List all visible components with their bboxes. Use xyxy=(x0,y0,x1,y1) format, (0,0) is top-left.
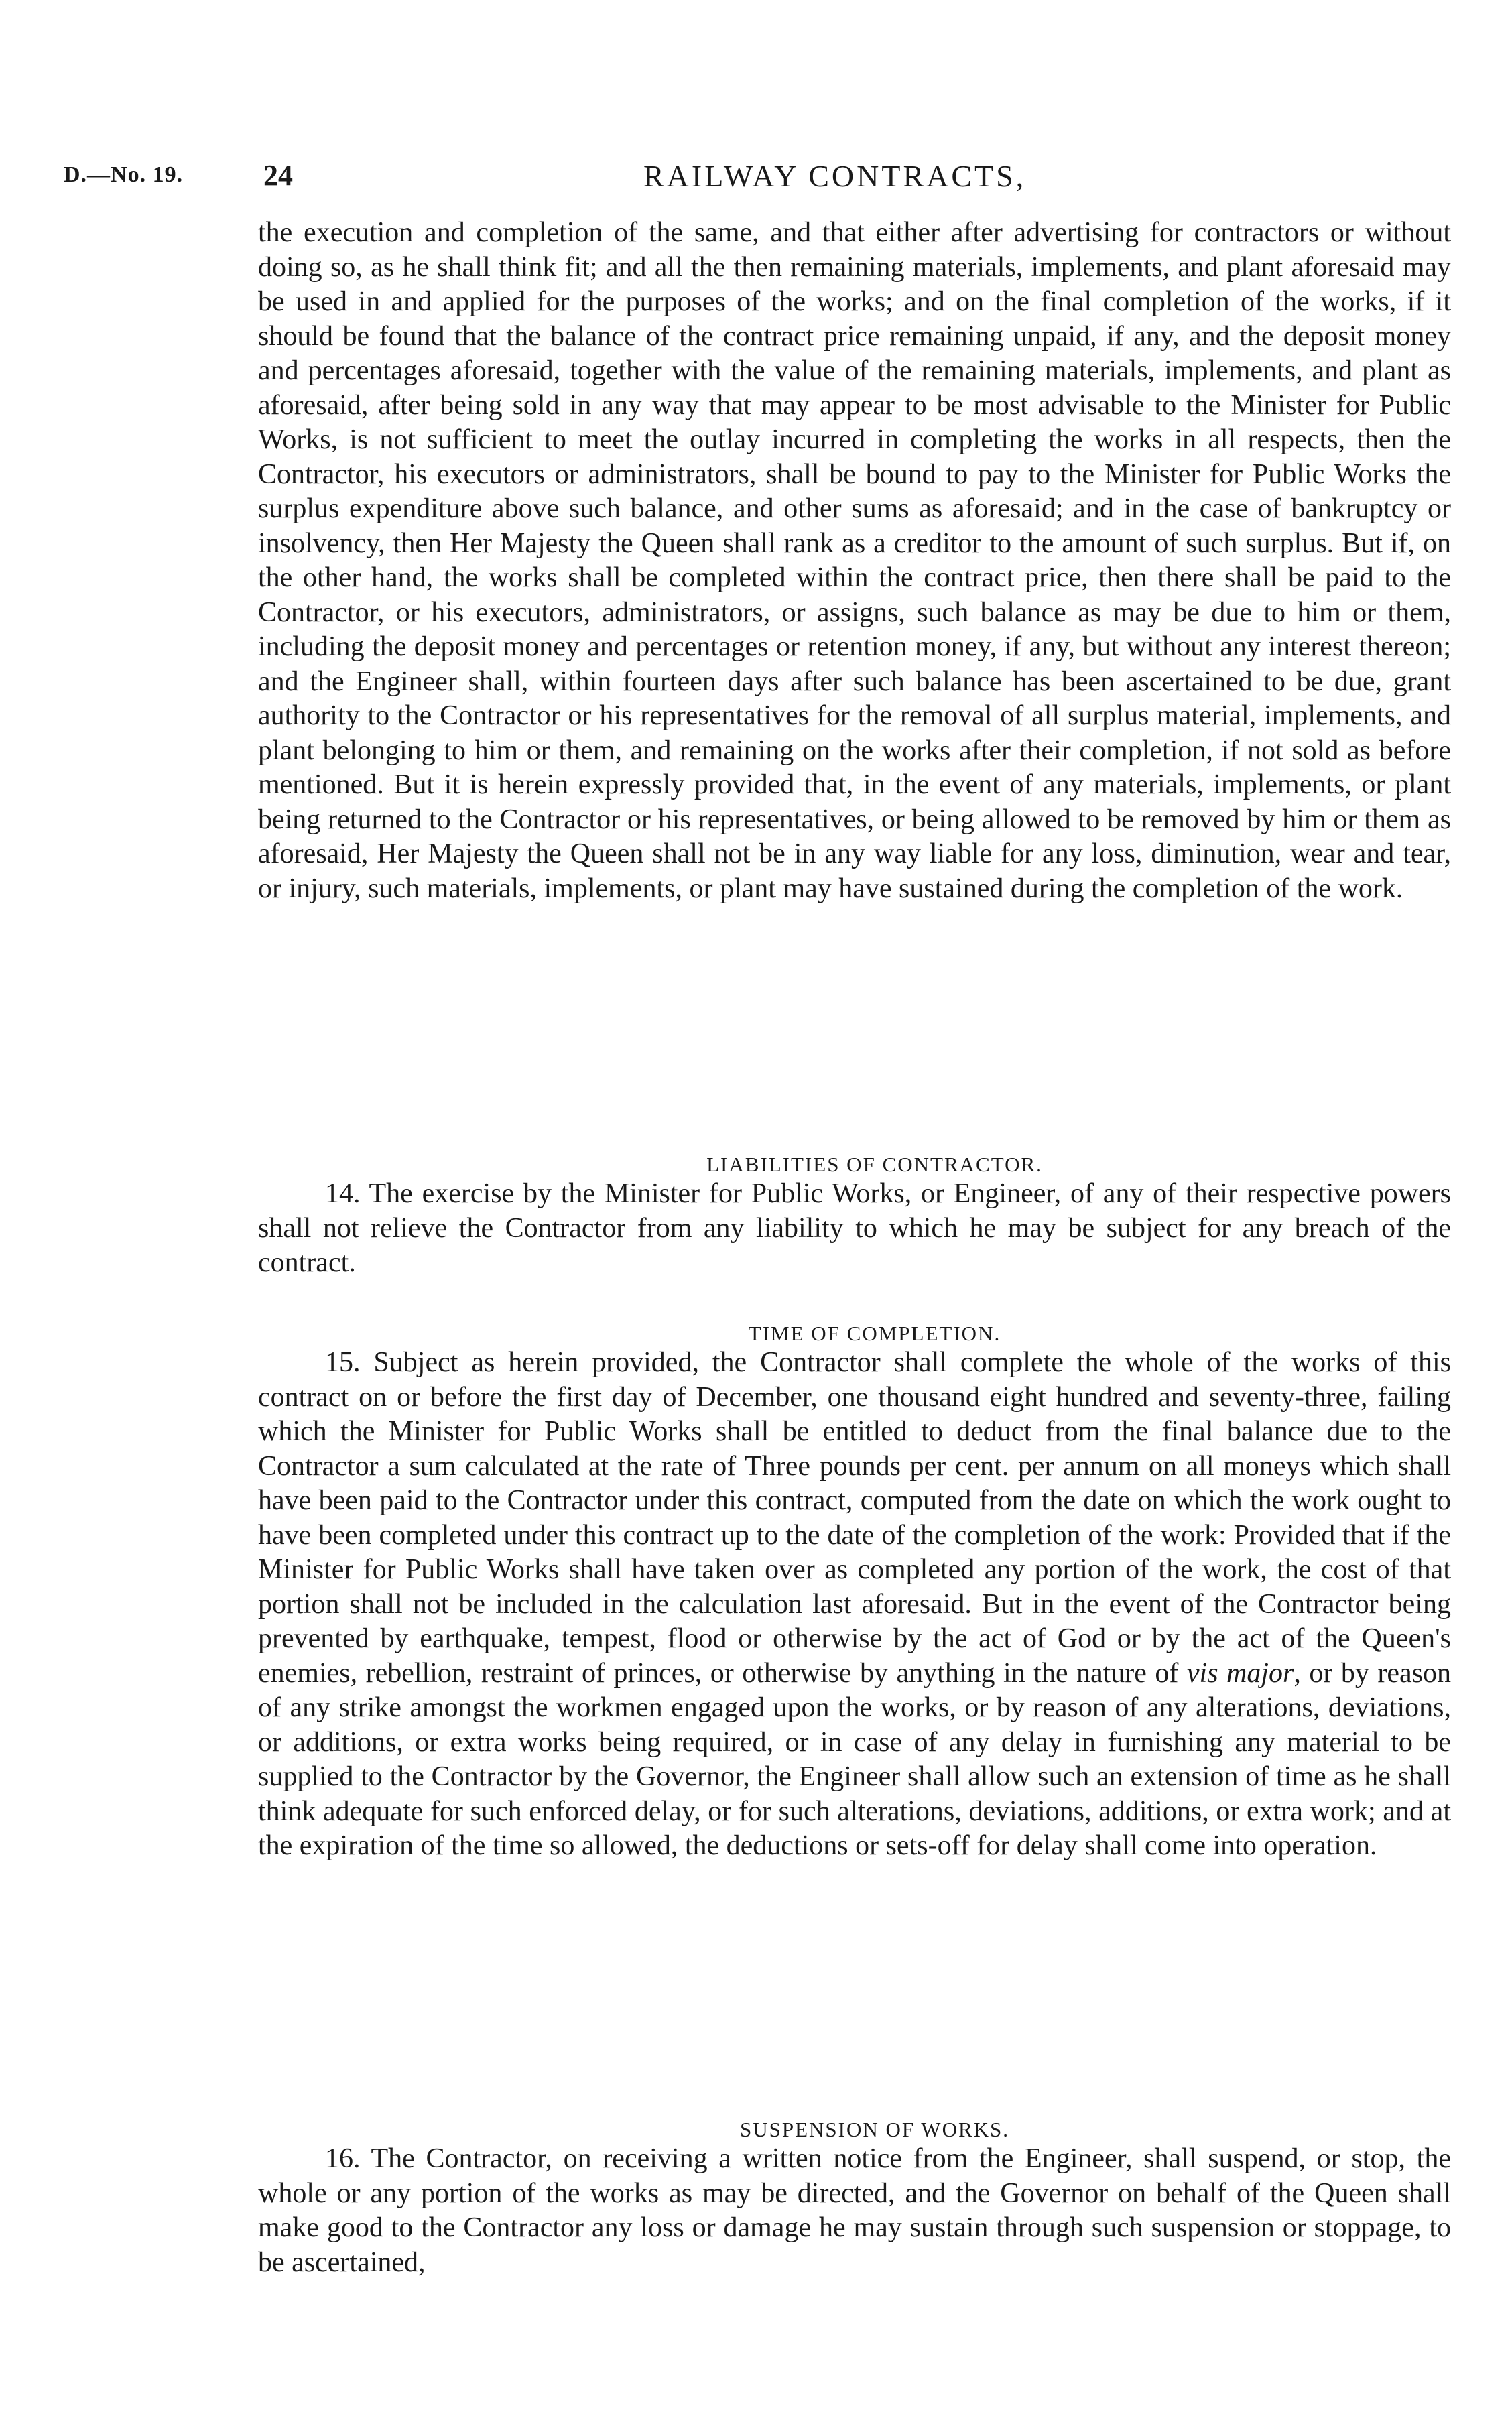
clause-14-paragraph: 14. The exercise by the Minister for Public Works, or Engineer, of any of their respective powers shall not relieve the Contractor from any liability to which he may be subject for any breach of the contract. xyxy=(258,1178,1451,1278)
clause-15-paragraph xyxy=(258,1346,1451,1864)
section-heading-liabilities xyxy=(258,1153,1451,1177)
clause-15-text-part-2: , or by reason of any strike amongst the workmen engaged upon the works, or by reason of any alterations, deviations, or additions, or extra works being required, or in case of any delay in furnishing any material to be supplied to the Contractor by the Governor, the Engineer shall allow such an extension of time as he shall think adequate for such enforced delay, or for such alterations, deviations, additions, or extra work; and at the expiration of the time so allowed, the deductions or sets-off for delay shall come into operation. xyxy=(258,1657,1451,1861)
clause-16-block xyxy=(258,2142,1451,2280)
page-number: 24 xyxy=(263,159,293,192)
clause-14-block xyxy=(258,1177,1451,1281)
clause-16-paragraph: 16. The Contractor, on receiving a written notice from the Engineer, shall suspend, or stop, the whole or any portion of the works as may be directed, and the Governor on behalf of the Queen shall make good to the Contractor any loss or damage he may sustain through such suspension or stoppage, to be ascertained, xyxy=(258,2143,1451,2278)
running-title: RAILWAY CONTRACTS, xyxy=(643,159,1027,193)
section-heading-suspension xyxy=(258,2118,1451,2142)
section-heading-text: TIME OF COMPLETION. xyxy=(748,1322,1001,1345)
clause-15-italic-phrase: vis major xyxy=(1186,1657,1294,1689)
clause-15-text-part-1: 15. Subject as herein provided, the Contractor shall complete the whole of the works of this contract on or before the first day of December, one thousand eight hundred and seventy-three, failing which the Minister for Public Works shall be entitled to deduct from the final balance due to the Contractor a sum calculated at the rate of Three pounds per cent. per annum on all moneys which shall have been paid to the Contractor under this contract, computed from the date on which the work ought to have been completed under this contract up to the date of the completion of the work: Provided that if the Minister for Public Works shall have taken over as completed any portion of the work, the cost of that portion shall not be included in the calculation last aforesaid. But in the event of the Contractor being prevented by earthquake, tempest, flood or otherwise by the act of God or by the act of the Queen's enemies, rebellion, restraint of princes, or otherwise by anything in the nature of xyxy=(258,1347,1451,1689)
section-heading-text: SUSPENSION OF WORKS. xyxy=(739,2118,1010,2141)
clause-15-block xyxy=(258,1346,1451,1864)
running-header xyxy=(0,158,1512,198)
section-heading-time-of-completion xyxy=(258,1322,1451,1346)
document-reference: D.—No. 19. xyxy=(64,162,184,187)
continuation-block xyxy=(258,216,1451,906)
continuation-paragraph: the execution and completion of the same, and that either after advertising for contractors or without doing so, as he shall think fit; and all the then remaining materials, implements, and plant aforesaid may be used in and applied for the purposes of the works; and on the final completion of the works, if it should be found that the balance of the contract price remaining unpaid, if any, and the deposit money and percentages aforesaid, together with the value of the remaining materials, implements, and plant as aforesaid, after being sold in any way that may appear to be most advisable to the Minister for Public Works, is not sufficient to meet the outlay incurred in completing the works in all respects, then the Contractor, his executors or administrators, shall be bound to pay to the Minister for Public Works the surplus expenditure above such balance, and other sums as aforesaid; and in the case of bankruptcy or insolvency, then Her Majesty the Queen shall rank as a creditor to the amount of such surplus. But if, on the other hand, the works shall be completed within the contract price, then there shall be paid to the Contractor, or his executors, administrators, or assigns, such balance as may be due to him or them, including the deposit money and percentages or retention money, if any, but without any interest thereon; and the Engineer shall, within fourteen days after such balance has been ascertained to be due, grant authority to the Contractor or his representatives for the removal of all surplus material, implements, and plant belonging to him or them, and remaining on the works after their completion, if not sold as before mentioned. But it is herein expressly provided that, in the event of any materials, implements, or plant being returned to the Contractor or his representatives, or being allowed to be removed by him or them as aforesaid, Her Majesty the Queen shall not be in any way liable for any loss, diminution, wear and tear, or injury, such materials, implements, or plant may have sustained during the completion of the work. xyxy=(258,217,1451,904)
section-heading-text: LIABILITIES OF CONTRACTOR. xyxy=(706,1153,1043,1176)
